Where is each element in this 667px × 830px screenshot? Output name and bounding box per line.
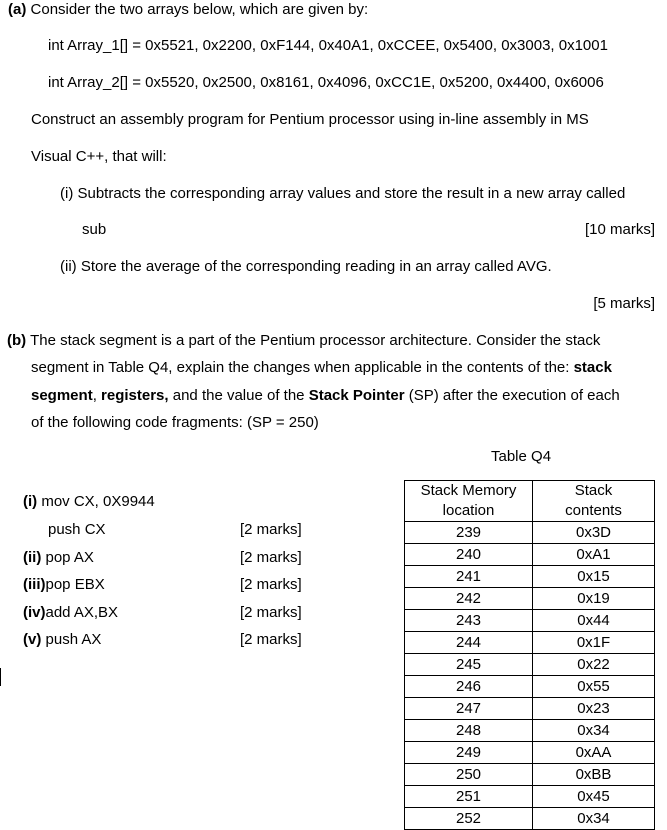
- fragment-iii: [23, 576, 105, 594]
- part-b-line-4: of the following code fragments: (SP = 250): [31, 414, 319, 431]
- header-contents-line-2: contents: [565, 502, 622, 519]
- cell-location: 241: [405, 566, 533, 588]
- fragment-i: [23, 493, 155, 511]
- cell-contents: 0xBB: [533, 764, 655, 786]
- part-a-label: (a): [8, 1, 27, 18]
- cell-location: 239: [405, 522, 533, 544]
- table-row: [405, 698, 655, 720]
- stack-pointer-bold-term: Stack Pointer: [308, 387, 405, 404]
- cell-location: 249: [405, 742, 533, 764]
- table-row: [405, 632, 655, 654]
- header-location: [405, 481, 533, 522]
- table-row: [405, 610, 655, 632]
- cell-contents: 0x34: [533, 808, 655, 830]
- cell-location: 251: [405, 786, 533, 808]
- fragment-code: mov CX, 0X9944: [37, 493, 155, 510]
- cell-contents: 0x44: [533, 610, 655, 632]
- table-row: [405, 544, 655, 566]
- part-b-line-3-end: (SP) after the execution of each: [404, 387, 620, 404]
- fragment-iv: [23, 604, 118, 622]
- array-2-definition: int Array_2[] = 0x5520, 0x2500, 0x8161, 0x4096, 0xCC1E, 0x5200, 0x4400, 0x6006: [48, 74, 604, 91]
- fragment-label: (iii): [23, 576, 46, 593]
- item-i-marks: [10 marks]: [584, 221, 655, 238]
- part-b-line-1: [7, 332, 600, 350]
- fragment-label: (iv): [23, 604, 46, 621]
- part-b-line-2: [31, 359, 612, 377]
- table-row: [405, 566, 655, 588]
- cell-contents: 0x19: [533, 588, 655, 610]
- fragment-i-line-2: push CX: [48, 521, 106, 538]
- cell-contents: 0x15: [533, 566, 655, 588]
- fragment-ii: [23, 549, 94, 567]
- stack-bold-term: stack: [573, 359, 612, 376]
- registers-bold-term: registers,: [101, 387, 169, 404]
- table-row: [405, 764, 655, 786]
- cell-location: 246: [405, 676, 533, 698]
- part-b-line-3: [31, 387, 620, 405]
- table-row: [405, 676, 655, 698]
- item-ii-marks: [5 marks]: [593, 295, 655, 312]
- text-cursor: [0, 668, 1, 686]
- table-row: [405, 808, 655, 830]
- cell-contents: 0xAA: [533, 742, 655, 764]
- part-b-label: (b): [7, 332, 27, 349]
- header-location-line-2: location: [442, 502, 495, 519]
- header-contents-line-1: Stack: [574, 482, 613, 499]
- cell-location: 240: [405, 544, 533, 566]
- cell-contents: 0xA1: [533, 544, 655, 566]
- fragment-label: (ii): [23, 549, 42, 566]
- fragment-ii-marks: [2 marks]: [240, 549, 302, 566]
- cell-contents: 0x3D: [533, 522, 655, 544]
- fragment-i-marks: [2 marks]: [240, 521, 302, 538]
- cell-location: 245: [405, 654, 533, 676]
- table-caption: Table Q4: [491, 448, 552, 465]
- table-header-row: [405, 481, 655, 522]
- cell-location: 248: [405, 720, 533, 742]
- header-contents: [533, 481, 655, 522]
- fragment-iii-marks: [2 marks]: [240, 576, 302, 593]
- stack-table: [404, 480, 655, 830]
- fragment-code: pop EBX: [45, 576, 105, 593]
- fragment-code: push AX: [41, 631, 102, 648]
- segment-bold-term: segment: [31, 387, 93, 404]
- construct-line-2: Visual C++, that will:: [31, 148, 167, 165]
- item-ii-text: (ii) Store the average of the corresponding reading in an array called AVG.: [60, 258, 552, 275]
- header-location-line-1: Stack Memory: [420, 482, 517, 499]
- fragment-iv-marks: [2 marks]: [240, 604, 302, 621]
- fragment-label: (i): [23, 493, 38, 510]
- cell-location: 242: [405, 588, 533, 610]
- fragment-label: (v): [23, 631, 42, 648]
- table-row: [405, 720, 655, 742]
- cell-location: 252: [405, 808, 533, 830]
- table-row: [405, 742, 655, 764]
- part-a-intro: [8, 1, 368, 19]
- cell-contents: 0x45: [533, 786, 655, 808]
- cell-location: 250: [405, 764, 533, 786]
- array-1-definition: int Array_1[] = 0x5521, 0x2200, 0xF144, 0x40A1, 0xCCEE, 0x5400, 0x3003, 0x1001: [48, 37, 608, 54]
- part-b-line-3-sep: ,: [92, 387, 102, 404]
- cell-contents: 0x34: [533, 720, 655, 742]
- item-i-line-1: (i) Subtracts the corresponding array values and store the result in a new array called: [60, 185, 626, 202]
- fragment-code: add AX,BX: [45, 604, 119, 621]
- item-i-line-2: sub: [82, 221, 107, 238]
- cell-location: 243: [405, 610, 533, 632]
- construct-line-1: Construct an assembly program for Pentium processor using in-line assembly in MS: [31, 111, 589, 128]
- part-b-line-1-text: The stack segment is a part of the Pentium processor architecture. Consider the stack: [30, 332, 601, 349]
- table-row: [405, 786, 655, 808]
- table-row: [405, 588, 655, 610]
- cell-contents: 0x1F: [533, 632, 655, 654]
- cell-contents: 0x22: [533, 654, 655, 676]
- part-a-intro-text: Consider the two arrays below, which are given by:: [30, 1, 369, 18]
- table-row: [405, 654, 655, 676]
- cell-contents: 0x55: [533, 676, 655, 698]
- fragment-code: pop AX: [41, 549, 94, 566]
- fragment-v: [23, 631, 101, 649]
- cell-location: 247: [405, 698, 533, 720]
- cell-contents: 0x23: [533, 698, 655, 720]
- part-b-line-3-mid: and the value of the: [168, 387, 309, 404]
- fragment-v-marks: [2 marks]: [240, 631, 302, 648]
- cell-location: 244: [405, 632, 533, 654]
- part-b-line-2-text: segment in Table Q4, explain the changes when applicable in the contents of the:: [31, 359, 574, 376]
- table-row: [405, 522, 655, 544]
